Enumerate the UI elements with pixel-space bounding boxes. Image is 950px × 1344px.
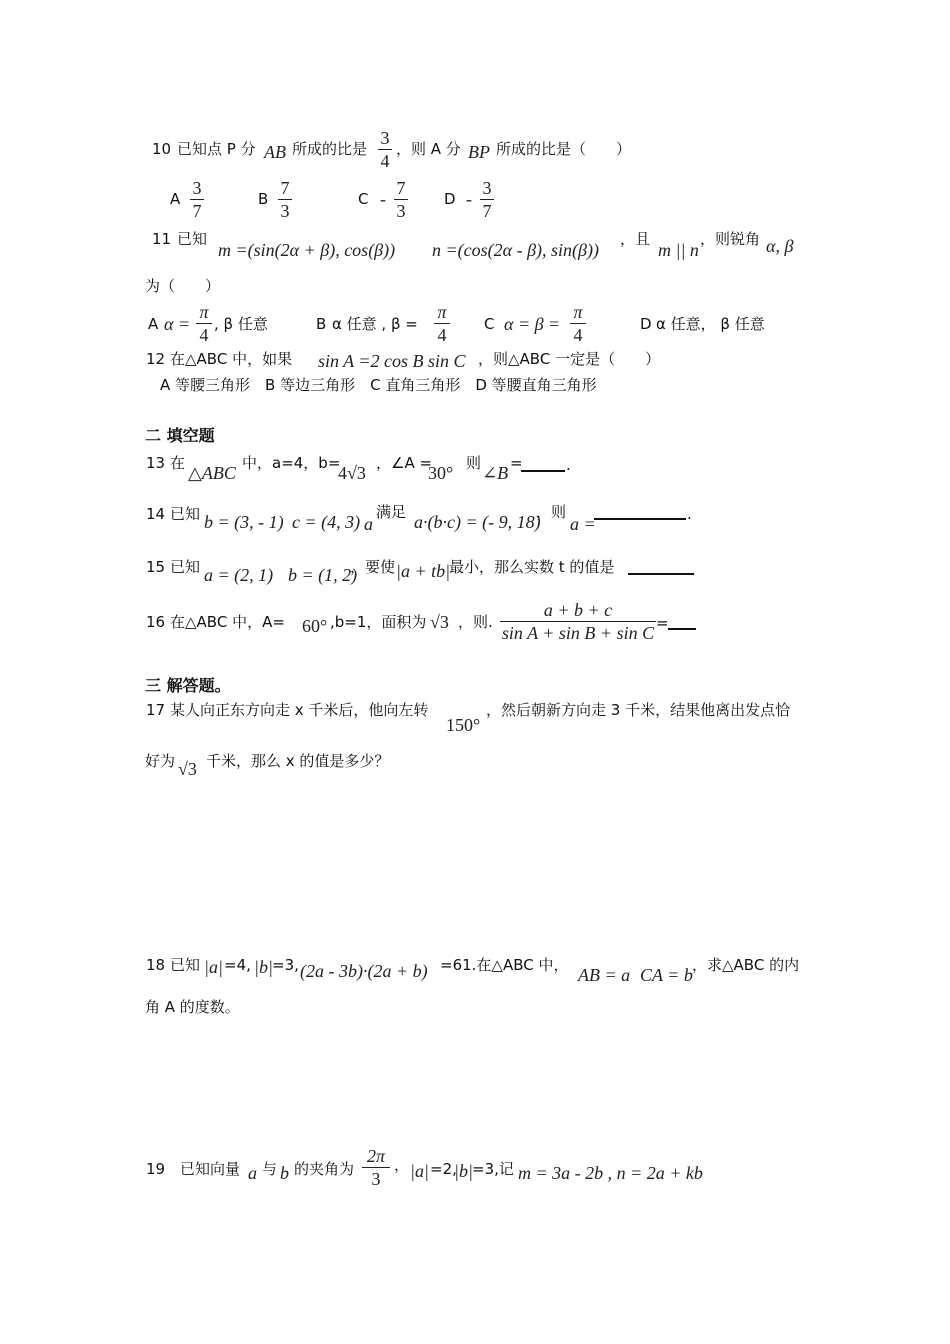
q19-vector-b: b — [280, 1163, 289, 1183]
q13-text-4: 则 — [466, 454, 482, 472]
q13-triangle: △ABC — [188, 463, 236, 483]
q16-text-2: ,b=1，面积为 — [330, 613, 427, 631]
q11-option-c-text: α = β = — [504, 314, 561, 334]
q13-number: 13 — [146, 454, 166, 472]
q11-angles: α, β — [766, 236, 794, 256]
q15-text-1: 已知 — [170, 558, 201, 576]
q14-answer-blank — [594, 518, 686, 520]
q15-number: 15 — [146, 558, 166, 576]
q10-option-d-fraction: 3 7 — [480, 178, 494, 221]
q18-text-1: 已知 — [170, 956, 201, 974]
q12-options: A 等腰三角形 B 等边三角形 C 直角三角形 D 等腰直角三角形 — [160, 376, 597, 394]
q11-vector-m: m =(sin(2α + β), cos(β)) — [218, 240, 396, 260]
q13-text-2: 中，a=4，b= — [242, 454, 341, 472]
q13-angle-b: ∠B — [482, 463, 509, 483]
q11-option-d-text: α 任意， β 任意 — [656, 315, 765, 333]
q17-text-2: ，然后朝新方向走 3 千米，结果他离出发点恰 — [486, 701, 791, 719]
q18-text-2: =4, — [224, 956, 251, 974]
q10-text-1: 已知点 P 分 — [177, 140, 256, 158]
q16-answer-blank — [668, 628, 696, 630]
q18-vector-ca: CA = b — [640, 965, 693, 985]
q13-answer-blank — [521, 470, 565, 472]
q11-text-1: 已知 — [177, 230, 208, 248]
q11-option-c-fraction: π 4 — [570, 302, 586, 345]
section-fill-in-heading: 二 填空题 — [145, 426, 215, 445]
q10-option-d-letter: D — [444, 190, 456, 208]
q10-number: 10 — [152, 140, 172, 158]
q15-text-3: 最小，那么实数 t 的值是 — [449, 558, 615, 576]
q17-number: 17 — [146, 701, 166, 719]
q15-expression: |a + tb| — [396, 561, 451, 581]
q10-option-d-sign: - — [466, 189, 472, 209]
q18-text-4: =61.在△ABC 中， — [440, 956, 569, 974]
q16-number: 16 — [146, 613, 166, 631]
q14-vector-c: c = (4, 3) — [292, 512, 361, 532]
q14-vector-a: a — [364, 514, 373, 534]
q14-condition: a·(b·c) = (- 9, 18) — [414, 512, 541, 532]
q12-text-2: ，则△ABC 一定是（ ） — [478, 350, 661, 368]
q13-text-3: ，∠A = — [376, 454, 433, 472]
q18-norm-b: |b| — [254, 957, 273, 977]
q14-end: . — [687, 505, 692, 523]
q11-option-d-letter: D — [640, 315, 652, 333]
q11-option-a-fraction: π 4 — [196, 302, 212, 345]
q18-expression: (2a - 3b)·(2a + b) — [300, 961, 428, 981]
q11-option-a-letter: A — [148, 315, 159, 333]
q19-expression: m = 3a - 2b , n = 2a + kb — [518, 1163, 703, 1183]
q11-parallel: m || n — [658, 240, 699, 260]
q11-text-4: 为（ ） — [145, 277, 221, 295]
q18-vector-ab: AB = a — [578, 965, 631, 985]
q18-text-5: ，求△ABC 的内 — [692, 956, 800, 974]
q10-option-b-letter: B — [258, 190, 269, 208]
q10-option-a-letter: A — [170, 190, 181, 208]
q10-text-4: 所成的比是（ ） — [496, 140, 632, 158]
q19-text-6: =3,记 — [472, 1160, 514, 1178]
q11-option-a-rest: , β 任意 — [214, 315, 268, 333]
q11-option-b-letter: B — [316, 315, 327, 333]
q19-vector-a: a — [248, 1163, 257, 1183]
q19-fraction: 2π 3 — [362, 1146, 390, 1189]
q14-number: 14 — [146, 505, 166, 523]
q10-option-c-sign: - — [380, 189, 386, 209]
q11-number: 11 — [152, 230, 172, 248]
q11-option-a-expr: α = — [164, 314, 191, 334]
q12-expression: sin A =2 cos B sin C — [318, 351, 466, 371]
q10-vector-bp: BP — [468, 142, 490, 162]
q15-text-2: ，要使 — [350, 558, 396, 576]
q18-text-3: =3, — [272, 956, 299, 974]
q11-option-b-fraction: π 4 — [434, 302, 450, 345]
q19-text-1: 已知向量 — [180, 1160, 241, 1178]
q16-area-value: √3 — [430, 612, 449, 632]
q19-norm-b: |b| — [454, 1161, 473, 1181]
q15-vector-b: b = (1, 2) — [288, 565, 358, 585]
q14-vector-b: b = (3, - 1) — [204, 512, 284, 532]
q16-text-1: 在△ABC 中，A= — [170, 613, 285, 631]
q19-number: 19 — [146, 1160, 166, 1178]
q17-distance: √3 — [178, 759, 197, 779]
q11-vector-n: n =(cos(2α - β), sin(β)) — [432, 240, 599, 260]
q10-fraction: 3 4 — [378, 128, 392, 171]
q19-norm-a: |a| — [410, 1161, 429, 1181]
section-answer-heading: 三 解答题。 — [145, 676, 231, 695]
q14-result-a: a = — [570, 514, 596, 534]
q14-text-2: 满足 — [376, 503, 407, 521]
q16-equals: = — [656, 614, 669, 632]
q14-text-1: 已知 — [170, 505, 201, 523]
q10-option-c-letter: C — [358, 190, 369, 208]
q11-text-3: ，则锐角 — [700, 230, 761, 248]
q13-equals: = — [510, 454, 523, 472]
q16-a-value: 60° — [302, 616, 328, 636]
q16-text-3: ，则. — [458, 613, 493, 631]
q17-text-4: 千米，那么 x 的值是多少？ — [206, 752, 390, 770]
q15-vector-a: a = (2, 1) — [204, 565, 274, 585]
q13-end: . — [566, 456, 571, 474]
q16-fraction: a + b + c sin A + sin B + sin C — [501, 600, 655, 643]
q13-b-value: 4√3 — [338, 463, 366, 483]
q18-text-6: 角 A 的度数。 — [145, 998, 240, 1016]
q18-norm-a: |a| — [204, 957, 223, 977]
q10-text-3: ，则 A 分 — [396, 140, 461, 158]
q17-angle: 150° — [446, 715, 481, 735]
q11-text-2: ，且 — [620, 230, 651, 248]
q19-text-4: ， — [394, 1156, 410, 1174]
q14-text-3: ，则 — [536, 503, 567, 521]
q15-answer-blank — [628, 573, 694, 575]
q10-vector-ab: AB — [264, 142, 286, 162]
q17-text-1: 某人向正东方向走 x 千米后，他向左转 — [170, 701, 429, 719]
q12-number: 12 — [146, 350, 166, 368]
q10-option-c-fraction: 7 3 — [394, 178, 408, 221]
q10-option-b-fraction: 7 3 — [278, 178, 292, 221]
q10-option-a-fraction: 3 7 — [190, 178, 204, 221]
q13-a-value: 30° — [428, 463, 454, 483]
q12-text-1: 在△ABC 中，如果 — [170, 350, 293, 368]
q19-text-3: 的夹角为 — [294, 1160, 355, 1178]
q13-text-1: 在 — [170, 454, 186, 472]
q17-text-3: 好为 — [145, 752, 176, 770]
q18-number: 18 — [146, 956, 166, 974]
q11-option-b-text: α 任意 , β = — [332, 315, 418, 333]
q10-text-2: 所成的比是 — [292, 140, 368, 158]
q19-text-5: =2, — [430, 1160, 457, 1178]
q19-text-2: 与 — [262, 1160, 278, 1178]
q11-option-c-letter: C — [484, 315, 495, 333]
